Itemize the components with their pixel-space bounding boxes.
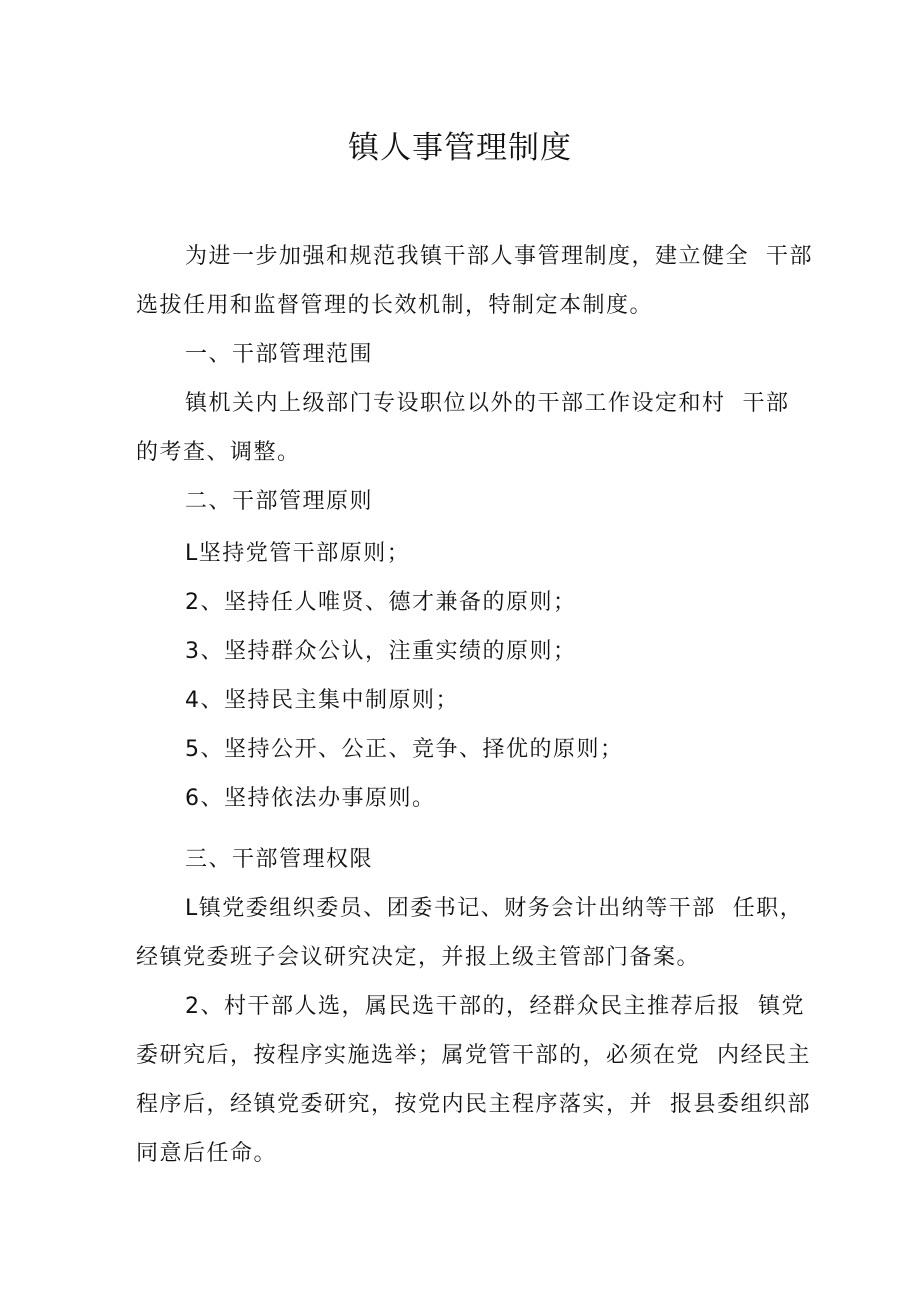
paragraph-line: 的考查、调整。 — [136, 440, 301, 465]
paragraph-line: 镇机关内上级部门专设职位以外的干部工作设定和村 干部 — [185, 391, 790, 416]
list-item: 4、坚持民主集中制原则； — [185, 688, 459, 713]
paragraph-line: 为进一步加强和规范我镇干部人事管理制度，建立健全 干部 — [185, 244, 813, 269]
list-item: 5、坚持公开、公正、竞争、择优的原则； — [185, 737, 624, 762]
section-heading: 一、干部管理范围 — [185, 342, 374, 367]
paragraph-line: 经镇党委班子会议研究决定，并报上级主管部门备案。 — [136, 945, 701, 970]
paragraph-line: 2、村干部人选，属民选干部的，经群众民主推荐后报 镇党 — [185, 994, 805, 1019]
paragraph-line: L镇党委组织委员、团委书记、财务会计出纳等干部 任职， — [185, 896, 804, 921]
list-item: 3、坚持群众公认，注重实绩的原则； — [185, 639, 577, 664]
list-item: 2、坚持任人唯贤、德才兼备的原则； — [185, 590, 577, 615]
list-item: 6、坚持依法办事原则。 — [185, 786, 436, 811]
paragraph-line: 程序后，经镇党委研究，按党内民主程序落实，并 报县委组织部 — [136, 1092, 811, 1117]
paragraph-line: 委研究后，按程序实施选举；属党管干部的，必须在党 内经民主 — [136, 1043, 811, 1068]
paragraph-line: 选拔任用和监督管理的长效机制，特制定本制度。 — [136, 293, 654, 318]
document-title: 镇人事管理制度 — [348, 130, 572, 166]
list-item: L坚持党管干部原则； — [185, 541, 411, 566]
section-heading: 三、干部管理权限 — [185, 847, 374, 872]
paragraph-line: 同意后任命。 — [136, 1141, 278, 1166]
section-heading: 二、干部管理原则 — [185, 489, 374, 514]
